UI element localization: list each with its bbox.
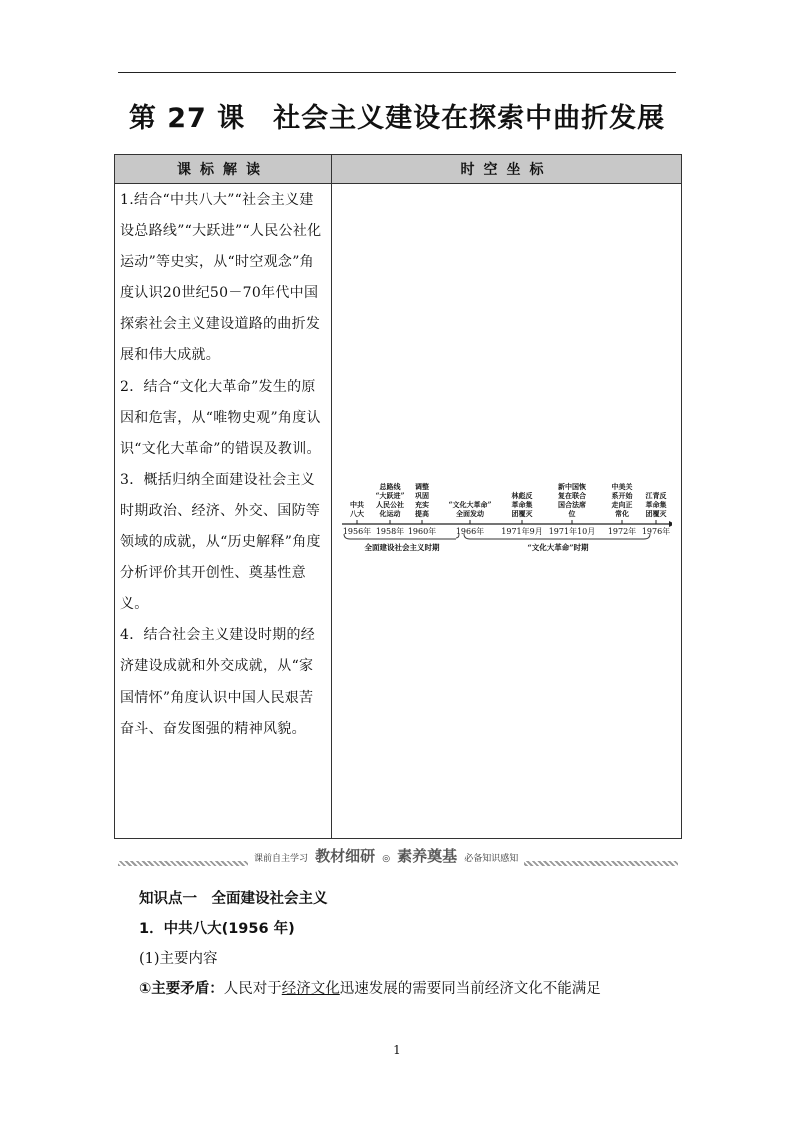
- timeline-event-label: 巩固: [415, 491, 429, 500]
- timeline-year: 1976年: [641, 527, 671, 536]
- section-banner: [118, 846, 678, 868]
- timeline-event-label: 化运动: [379, 509, 401, 518]
- timeline-year: 1966年: [455, 527, 485, 536]
- curriculum-item-4: 4．结合社会主义建设时期的经济建设成就和外交成就，从“家国情怀”角度认识中国人民艰苦奋斗、奋发图强的精神风貌。: [120, 627, 316, 737]
- timeline-cell: [332, 184, 682, 839]
- timeline-event-label: 位: [568, 509, 576, 518]
- timeline-event-label: 全面发动: [456, 509, 484, 518]
- timeline-event-label: 调整: [415, 482, 429, 491]
- banner-main-2: 素养奠基: [397, 847, 458, 865]
- timeline-event-label: 团覆灭: [645, 509, 667, 518]
- timeline-event-label: 江青反: [645, 491, 667, 500]
- timeline-event-label: 新中国恢: [558, 482, 586, 491]
- timeline-year: 1958年: [375, 527, 405, 536]
- timeline-event-label: 国合法席: [558, 500, 586, 509]
- timeline-year: 1972年: [607, 527, 637, 536]
- timeline-event-label: 团覆灭: [511, 509, 533, 518]
- timeline-event-label: “文化大革命”: [448, 500, 492, 509]
- page-title: 第 27 课 社会主义建设在探索中曲折发展: [128, 103, 666, 134]
- point-1: [139, 974, 699, 1004]
- timeline-event-label: 革命集: [511, 500, 533, 509]
- top-rule: [118, 72, 676, 73]
- banner-separator-icon: ◎: [382, 854, 391, 864]
- banner-suffix: 必备知识感知: [464, 854, 519, 864]
- banner-prefix: 课前自主学习: [254, 854, 309, 864]
- period-label-2: “文化大革命”时期: [527, 543, 589, 552]
- page-number: 1: [393, 1043, 401, 1057]
- timeline-event-label: 常化: [615, 509, 629, 518]
- banner-main-1: 教材细研: [315, 847, 376, 865]
- timeline-event-label: “大跃进”: [375, 491, 405, 500]
- timeline-event-label: 充实: [415, 500, 429, 509]
- timeline-event-label: 八大: [350, 509, 364, 518]
- timeline-year: 1960年: [407, 527, 437, 536]
- curriculum-item-2: 2．结合“文化大革命”发生的原因和危害，从“唯物史观”角度认识“文化大革命”的错误及教训。: [120, 378, 321, 457]
- curriculum-item-1: 1.结合“中共八大”“社会主义建设总路线”“大跃进”“人民公社化运动”等史实，从“时空观念”角度认识20世纪50－70年代中国探索社会主义建设道路的曲折发展和伟大成就。: [120, 192, 322, 364]
- section-title: 知识点一 全面建设社会主义: [139, 891, 328, 907]
- timeline-event-label: 总路线: [379, 482, 401, 491]
- period-label-1: 全面建设社会主义时期: [364, 543, 440, 552]
- point-1-label: ①主要矛盾：: [139, 981, 224, 997]
- timeline-event-label: 提高: [415, 509, 429, 518]
- point-1-post: 迅速发展的需要同当前经济文化不能满足: [339, 981, 601, 997]
- header-timeline: 时空坐标: [332, 155, 682, 184]
- point-1-underlined: 经济文化: [281, 981, 340, 997]
- point-1-pre: 人民对于: [223, 981, 282, 997]
- timeline-year: 1971年9月: [501, 527, 543, 536]
- curriculum-table: [114, 154, 682, 839]
- timeline-event-label: 革命集: [645, 500, 667, 509]
- timeline-event-label: 林彪反: [511, 491, 533, 500]
- timeline-event-label: 系开始: [611, 491, 633, 500]
- timeline-event-label: 复在联合: [558, 491, 586, 500]
- curriculum-item-3: 3．概括归纳全面建设社会主义时期政治、经济、外交、国防等领域的成就，从“历史解释”角度分析评价其开创性、奠基性意义。: [120, 471, 321, 613]
- item-heading: 1．中共八大(1956 年): [139, 921, 295, 937]
- timeline-event-label: 走向正: [611, 500, 633, 509]
- timeline-year: 1971年10月: [548, 527, 596, 536]
- timeline-event-label: 人民公社: [376, 500, 404, 509]
- sub-heading: (1)主要内容: [139, 951, 218, 967]
- timeline-year: 1956年: [342, 527, 372, 536]
- header-curriculum: 课标解读: [115, 155, 332, 184]
- timeline-event-label: 中美关: [611, 482, 633, 491]
- curriculum-cell: [115, 184, 332, 839]
- timeline-event-label: 中共: [350, 500, 364, 509]
- timeline-diagram: [342, 458, 672, 578]
- body-content: [139, 884, 699, 1004]
